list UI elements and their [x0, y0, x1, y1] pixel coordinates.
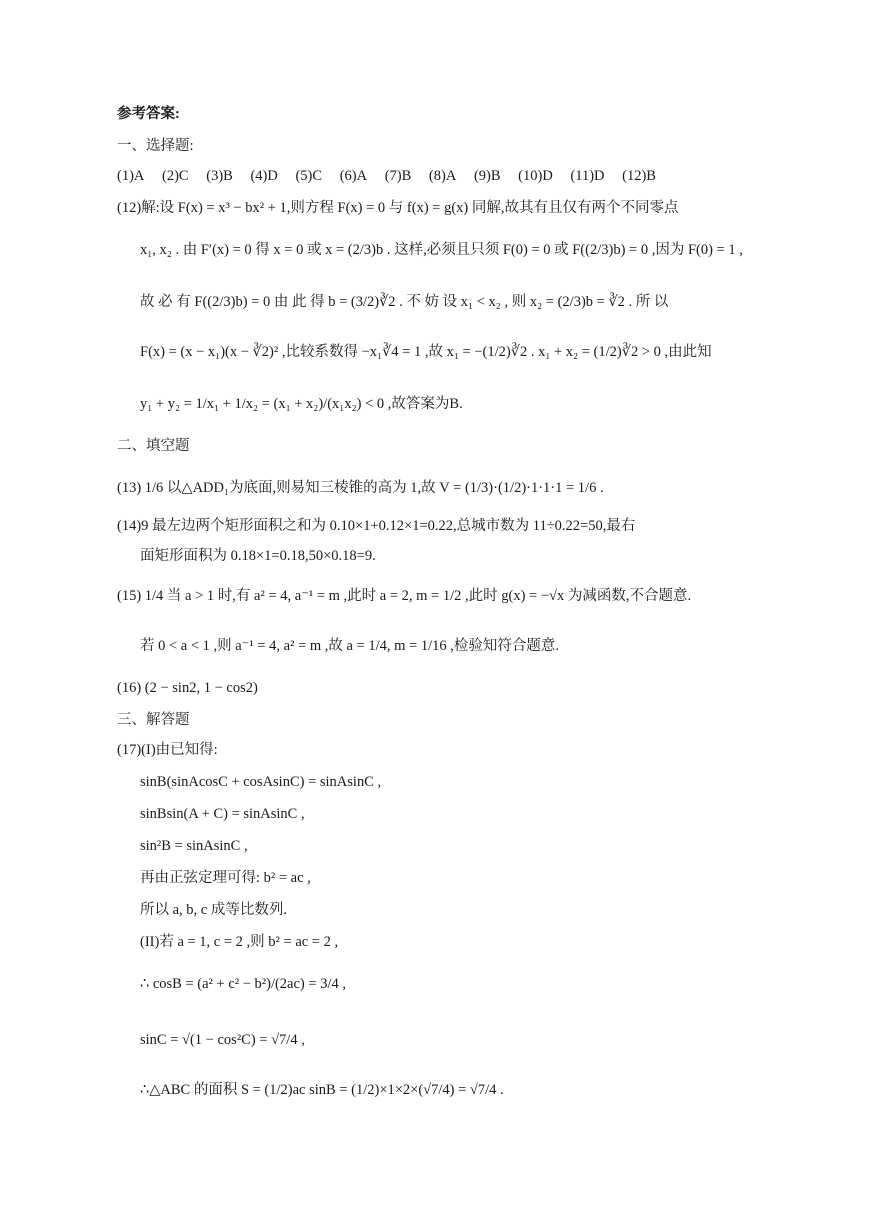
choice-7: (7)B: [384, 168, 412, 184]
section-fill: 二、填空题: [117, 438, 190, 454]
q12-line3: 故 必 有 F((2/3)b) = 0 由 此 得 b = (3/2)∛2 . 不 妨 设 x₁ < x₂ , 则 x₂ = (2/3)b = ∛2 . 所 以: [140, 294, 669, 310]
q13-line: (13) 1/6 以△ADD₁为底面,则易知三棱锥的高为 1,故 V = (1/3)·(1/2)·1·1·1 = 1/6 .: [117, 480, 604, 496]
q17-line0: (17)(I)由已知得:: [117, 742, 218, 758]
choice-answers: [117, 166, 670, 186]
q17-line8: sinC = √(1 − cos²C) = √7/4 ,: [140, 1032, 305, 1048]
q15-line2: 若 0 < a < 1 ,则 a⁻¹ = 4, a² = m ,故 a = 1/4, m = 1/16 ,检验知符合题意.: [140, 638, 560, 654]
choice-3: (3)B: [206, 168, 233, 184]
section-solve: 三、解答题: [117, 712, 190, 728]
choice-4: (4)D: [250, 168, 278, 184]
choice-12: (12)B: [622, 168, 656, 184]
q12-line5: y₁ + y₂ = 1/x₁ + 1/x₂ = (x₁ + x₂)/(x₁x₂) < 0 ,故答案为B.: [140, 396, 463, 412]
choice-2: (2)C: [162, 168, 189, 184]
choice-1: (1)A: [117, 168, 145, 184]
q14-line2: 面矩形面积为 0.18×1=0.18,50×0.18=9.: [140, 548, 376, 564]
q14-line1: (14)9 最左边两个矩形面积之和为 0.10×1+0.12×1=0.22,总城市数为 11÷0.22=50,最右: [117, 518, 636, 534]
q15-line1: (15) 1/4 当 a > 1 时,有 a² = 4, a⁻¹ = m ,此时 a = 2, m = 1/2 ,此时 g(x) = −√x 为减函数,不合题意.: [117, 588, 692, 604]
q17-line4: 再由正弦定理可得: b² = ac ,: [140, 870, 311, 886]
q17-line2: sinBsin(A + C) = sinAsinC ,: [140, 806, 305, 822]
choice-6: (6)A: [339, 168, 368, 184]
choice-8: (8)A: [428, 168, 457, 184]
q12-line2: x₁, x₂ . 由 F′(x) = 0 得 x = 0 或 x = (2/3)b . 这样,必须且只须 F(0) = 0 或 F((2/3)b) = 0 ,因为 F(0) = 1 ,: [140, 242, 743, 258]
choice-10: (10)D: [518, 168, 553, 184]
q12-line1: (12)解:设 F(x) = x³ − bx² + 1,则方程 F(x) = 0 与 f(x) = g(x) 同解,故其有且仅有两个不同零点: [117, 200, 679, 216]
choice-5: (5)C: [295, 168, 323, 184]
section-choice: 一、选择题:: [117, 138, 194, 154]
q17-line6: (II)若 a = 1, c = 2 ,则 b² = ac = 2 ,: [140, 934, 339, 950]
answer-title: 参考答案:: [117, 106, 180, 122]
q17-line7: ∴ cosB = (a² + c² − b²)/(2ac) = 3/4 ,: [140, 976, 346, 992]
q17-line1: sinB(sinAcosC + cosAsinC) = sinAsinC ,: [140, 774, 382, 790]
q17-line9: ∴△ABC 的面积 S = (1/2)ac sinB = (1/2)×1×2×(√7/4) = √7/4 .: [140, 1082, 504, 1098]
q12-line4: F(x) = (x − x₁)(x − ∛2)² ,比较系数得 −x₁∛4 = 1 ,故 x₁ = −(1/2)∛2 . x₁ + x₂ = (1/2)∛2 > 0 ,由此知: [140, 344, 712, 360]
choice-11: (11)D: [570, 168, 605, 184]
q17-line3: sin²B = sinAsinC ,: [140, 838, 248, 854]
q16-line: (16) (2 − sin2, 1 − cos2): [117, 680, 258, 696]
q17-line5: 所以 a, b, c 成等比数列.: [140, 902, 287, 918]
choice-9: (9)B: [473, 168, 501, 184]
